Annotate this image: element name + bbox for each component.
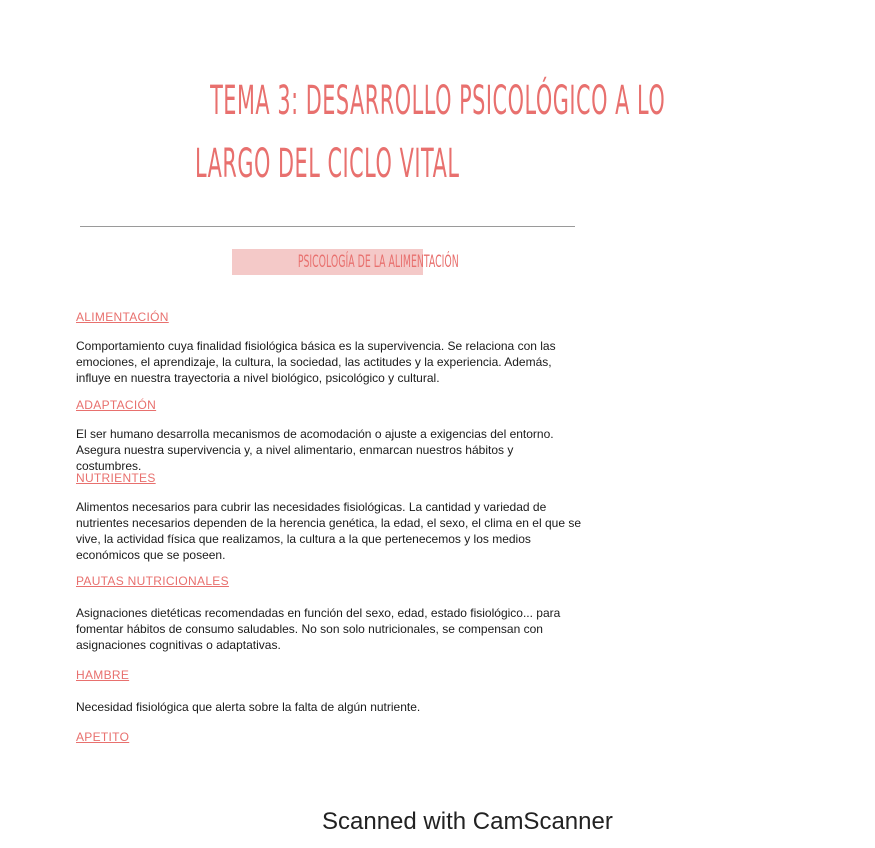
paragraph-hambre: Necesidad fisiológica que alerta sobre la falta de algún nutriente. — [76, 700, 421, 714]
paragraph-nutrientes: Alimentos necesarios para cubrir las necesidades fisiológicas. La cantidad y variedad de nutrientes necesarios dependen de la herencia genética, la edad, el sexo, el clima en el que se vive, la actividad física que realizamos, la cultura a la que pertenecemos y los medios económicos que se poseen. — [76, 500, 582, 562]
heading-apetito: APETITO — [76, 730, 130, 744]
horizontal-divider — [80, 226, 575, 227]
heading-nutrientes: NUTRIENTES — [76, 471, 156, 485]
paragraph-alimentacion: Comportamiento cuya finalidad fisiológica básica es la supervivencia. Se relaciona con las emociones, el aprendizaje, la cultura, la sociedad, las actitudes y la experiencia. Además, influye en nuestra trayectoria a nivel biológico, psicológico y cultural. — [76, 339, 556, 385]
paragraph-pautas-nutricionales: Asignaciones dietéticas recomendadas en función del sexo, edad, estado fisiológico... para fomentar hábitos de consumo saludables. No son solo nutricionales, se compensan con asignaciones cognitivas o adaptativas. — [76, 606, 561, 652]
heading-adaptacion: ADAPTACIÓN — [76, 398, 157, 412]
page-title-line-2 — [0, 141, 655, 187]
title-text: TEMA 3: DESARROLLO PSICOLÓGICO A LO — [210, 78, 666, 124]
heading-pautas-nutricionales: PAUTAS NUTRICIONALES — [76, 574, 229, 588]
subtitle-text: PSICOLOGÍA DE LA ALIMENTACIÓN — [297, 252, 459, 272]
title-text: LARGO DEL CICLO VITAL — [195, 141, 460, 187]
page-title-line-1 — [0, 78, 666, 124]
paragraph-adaptacion: El ser humano desarrolla mecanismos de acomodación o ajuste a exigencias del entorno. Asegura nuestra supervivencia y, a nivel alimentario, enmarcan nuestros hábitos y costumbres. — [76, 427, 554, 473]
heading-alimentacion: ALIMENTACIÓN — [76, 310, 169, 324]
section-subtitle — [232, 249, 459, 275]
scanner-watermark: Scanned with CamScanner — [322, 808, 613, 835]
heading-hambre: HAMBRE — [76, 668, 130, 682]
